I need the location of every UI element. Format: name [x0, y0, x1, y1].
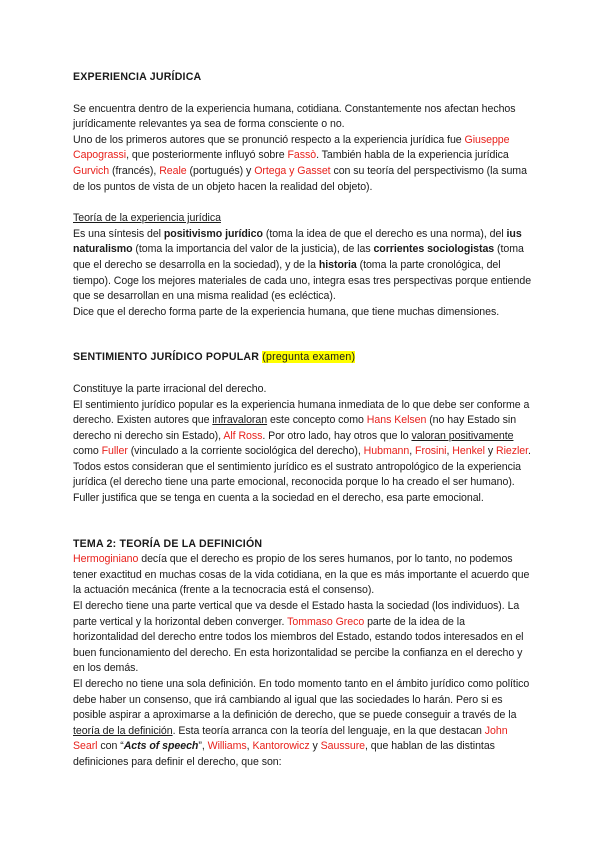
paragraph: Fuller justifica que se tenga en cuenta a la sociedad en el derecho, esa parte emocional.	[73, 492, 484, 505]
section-title-experiencia-juridica: EXPERIENCIA JURÍDICA	[73, 71, 202, 83]
author-name: Henkel	[452, 445, 485, 458]
author-name: Ortega y Gasset	[254, 164, 331, 177]
paragraph: Constituye la parte irracional del derecho.	[73, 382, 267, 395]
author-name: Reale	[159, 164, 187, 177]
author-name: Giuseppe Capograssi	[73, 133, 510, 162]
author-name: Hermoginiano	[73, 553, 139, 566]
author-name: Gurvich	[73, 164, 110, 177]
section-title-sentimiento: SENTIMIENTO JURÍDICO POPULAR (pregunta examen)	[73, 351, 356, 364]
paragraph: Es una síntesis del positivismo jurídico (toma la idea de que el derecho es una norma), del ius naturalismo (toma la importancia del valor de la justicia), de las corrientes sociologistas (toma que el derecho se desarrolla en la sociedad), y de la historia (toma la parte cronológica, del tiempo). Coge los mejores materiales de cada uno, integra esas tres perspectivas porque entiende que se desarrollan en una misma realidad (es ecléctica).	[73, 227, 532, 303]
author-name: Fuller	[101, 445, 128, 458]
author-name: Frosini	[415, 445, 447, 458]
paragraph: El derecho no tiene una sola definición. En todo momento tanto en el ámbito jurídico como político debe haber un consenso, que irá cambiando al igual que las sociedades lo harán. Pero si es posible aspirar a aproximarse a la definición de derecho, que se puede conseguir a través de la teoría de la definición. Esta teoría arranca con la teoría del lenguaje, en la que destacan John Searl con “Acts of speech”, Williams, Kantorowicz y Saussure, que hablan de las distintas definiciones para definir el derecho, que son:	[73, 678, 530, 768]
paragraph: Se encuentra dentro de la experiencia humana, cotidiana. Constantemente nos afectan hechos jurídicamente relevantes ya sea de forma consciente o no.	[73, 102, 516, 131]
author-name: Fassò	[287, 149, 317, 162]
author-name: Williams	[207, 740, 247, 753]
section-title-tema-2: TEMA 2: TEORÍA DE LA DEFINICIÓN	[73, 537, 263, 550]
paragraph: El sentimiento jurídico popular es la experiencia humana inmediata de lo que debe ser conforme a derecho. Existen autores que infravaloran este concepto como Hans Kelsen (no hay Estado sin derecho ni derecho sin Estado), Alf Ross. Por otro lado, hay otros que lo valoran positivamente como Fuller (vinculado a la corriente sociológica del derecho), Hubmann, Frosini, Henkel y Riezler. Todos estos consideran que el sentimiento jurídico es el sustrato antropológico de la experiencia jurídica (el derecho tiene una parte emocional, reconocida porque lo ha creado el ser humano).	[73, 398, 531, 489]
paragraph: Uno de los primeros autores que se pronunció respecto a la experiencia jurídica fue Giuseppe Capograssi, que posteriormente influyó sobre Fassò. También habla de la experiencia jurídica Gurvich (francés), Reale (portugués) y Ortega y Gasset con su teoría del perspectivismo (la suma de los puntos de vista de un objeto hacen la realidad del objeto).	[73, 133, 527, 193]
author-name: John Searl	[73, 724, 508, 753]
author-name: Saussure	[320, 740, 366, 753]
author-name: Alf Ross	[223, 429, 263, 442]
author-name: Hans Kelsen	[366, 414, 427, 427]
author-name: Kantorowicz	[252, 740, 310, 753]
exam-highlight: (pregunta examen)	[262, 351, 356, 364]
paragraph: Hermoginiano decía que el derecho es propio de los seres humanos, por lo tanto, no podemos tener exactitud en muchas cosas de la vida cotidiana, en la que es más importante el acuerdo que la actuación mecánica (frente a la tecnocracia está el consenso).	[73, 553, 530, 597]
author-name: Hubmann	[363, 445, 410, 458]
paragraph: El derecho tiene una parte vertical que va desde el Estado hasta la sociedad (los individuos). La parte vertical y la horizontal deben converger. Tommaso Greco parte de la idea de la horizontalidad del derecho entre todos los miembros del Estado, estando todos interesados en el buen funcionamiento del derecho. En esta horizontalidad se percibe la confianza en el derecho y en los demás.	[73, 600, 524, 675]
author-name: Tommaso Greco	[287, 615, 365, 628]
document-page	[73, 70, 533, 771]
paragraph: Dice que el derecho forma parte de la experiencia humana, que tiene muchas dimensiones.	[73, 305, 500, 318]
author-name: Riezler	[496, 445, 529, 458]
subsection-title: Teoría de la experiencia jurídica	[73, 212, 221, 225]
